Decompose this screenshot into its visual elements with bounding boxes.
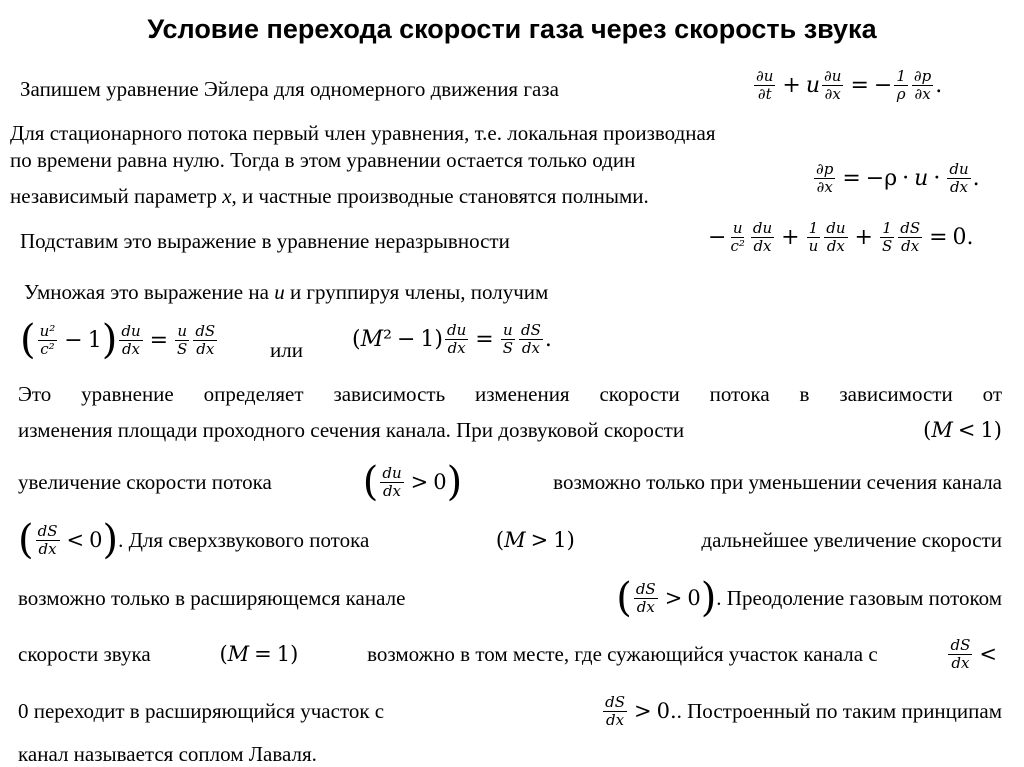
result-equation-1: ( u² c² − 1 ) $\frac{du}{dx}$ = $\frac{u}{S}$ dS dx: [20, 317, 216, 363]
paragraph-line-2: изменения площади проходного сечения канала. При дозвуковой скорости ( M < 1): [18, 418, 1002, 443]
paragraph-line-7: 0 переходит в расширяющийся участок с dS dx > 0. . Построенный по таким принципам: [18, 693, 1002, 729]
continuity-equation: − $\frac{u}{\text{c²}}$ du dx + $\frac{1}{u}$ du dx + $\frac{1}{S}$ $\frac{dS}{dx}$ = 0.: [708, 219, 974, 255]
paragraph-line-1: Это уравнение определяет зависимость изменения скорости потока в зависимости от: [18, 382, 1002, 406]
paragraph-line-5: возможно только в расширяющемся канале ( dS dx > 0 ) . Преодоление газовым потоком: [18, 575, 1002, 621]
euler-equation: ∂u ∂t + u $\frac{\partial u}{\partial x}$ = − $\frac{1}{\rho}$ ∂p ∂x .: [756, 67, 943, 103]
stationary-equation: $\frac{\partial p}{\partial x}$ = −ρ · u · du dx .: [816, 160, 980, 196]
stationary-line-2: по времени равна нулю. Тогда в этом уравнении остается только один: [10, 148, 636, 172]
euler-text: Запишем уравнение Эйлера для одномерного движения газа: [20, 77, 559, 101]
result-equation-2: ( M ² − 1 ) $\frac{du}{dx}$ = $\frac{u}{S}$ dS dx .: [352, 321, 552, 357]
paragraph-line-3: увеличение скорости потока ( du dx > 0 ) возможно только при уменьшении сечения канала: [18, 459, 1002, 505]
stationary-line-1: Для стационарного потока первый член уравнения, т.е. локальная производная: [10, 121, 716, 145]
or-label: или: [270, 338, 303, 362]
page-title: Условие перехода скорости газа через скорость звука: [147, 14, 877, 44]
paragraph-line-6: скорости звука ( M = 1) возможно в том месте, где сужающийся участок канала с dS dx <: [18, 636, 997, 672]
multiply-text: Умножая это выражение на u и группируя члены, получим: [24, 280, 549, 304]
continuity-text: Подставим это выражение в уравнение неразрывности: [20, 229, 510, 253]
paragraph-line-8: канал называется соплом Лаваля.: [18, 742, 317, 766]
stationary-line-3: независимый параметр x, и частные производные становятся полными.: [10, 184, 649, 208]
paragraph-line-4: ( dS dx < 0 ) . Для сверхзвукового потока ( M > 1) дальнейшее увеличение скорости: [18, 517, 1002, 563]
